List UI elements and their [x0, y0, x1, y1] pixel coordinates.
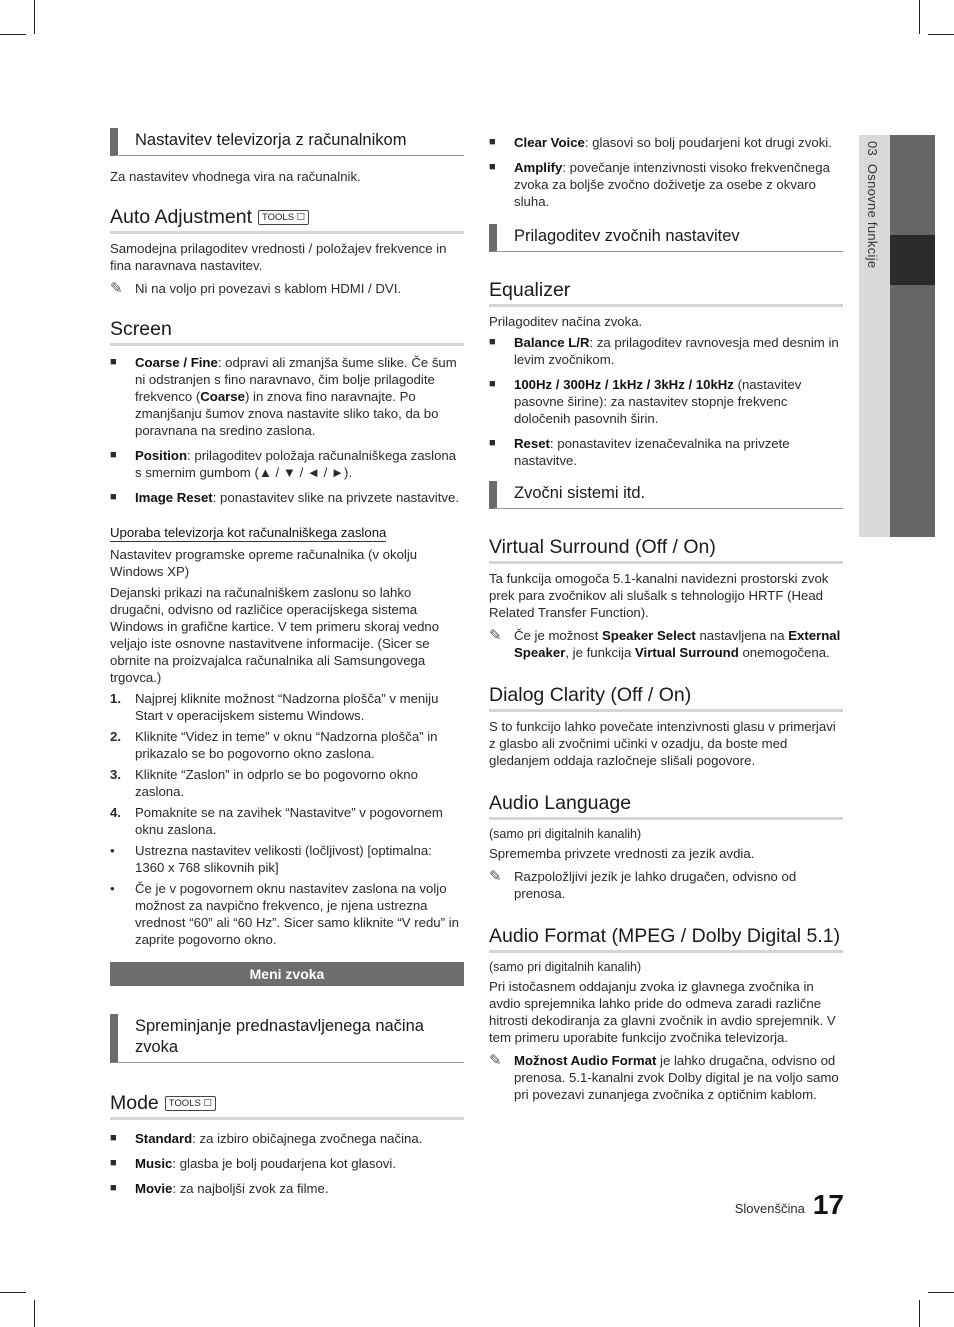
paragraph: Prilagoditev načina zvoka.: [489, 314, 643, 329]
list-item: ■ 100Hz / 300Hz / 1kHz / 3kHz / 10kHz (nastavitev pasovne širine): za nastavitev stopnje frekvenc določenih pasovnih širin.: [489, 377, 802, 426]
right-column: [489, 134, 843, 1103]
square-bullet-icon: ■: [489, 378, 496, 390]
chapter-label: 03 Osnovne funkcije: [865, 141, 880, 269]
section-heading-auto-adjustment: Auto Adjustment TOOLS ☐: [110, 205, 464, 234]
list-item: 1. Najprej kliknite možnost “Nadzorna plošča” v meniju Start v operacijskem sistemu Windows.: [110, 691, 439, 723]
list-item: ■ Movie: za najboljši zvok za filme.: [110, 1181, 329, 1196]
page-footer: [735, 1190, 844, 1220]
section-heading-audio-language: Audio Language: [489, 791, 843, 820]
list-item: • Ustrezna nastavitev velikosti (ločljivost) [optimalna: 1360 x 768 slikovnih pik]: [110, 843, 432, 875]
list-item: ■ Clear Voice: glasovi so bolj poudarjeni kot drugi zvoki.: [489, 135, 832, 150]
equalizer-options-list: [489, 334, 843, 469]
tools-badge-icon: TOOLS ☐: [258, 210, 309, 225]
paragraph: Samodejna prilagoditev vrednosti / položajev frekvence in fina naravnava nastavitev.: [110, 241, 447, 273]
section-subheading: Prilagoditev zvočnih nastavitev: [489, 224, 843, 252]
crop-mark: [34, 0, 35, 34]
page-number: 17: [812, 1189, 844, 1220]
footer-language: Slovenščina: [734, 1201, 805, 1216]
paragraph: Nastavitev programske opreme računalnika (v okolju Windows XP): [110, 547, 418, 579]
section-banner: Meni zvoka: [110, 962, 464, 986]
paragraph: Pri istočasnem oddajanju zvoka iz glavnega zvočnika in avdio sprejemnika lahko pride do odmeva zaradi različne hitrosti dekodiranja za glavni zvočnik in avdio sprejemnik. V tem primeru uporabite funkcijo zvočnika televizorja.: [489, 979, 836, 1045]
section-heading-virtual-surround: Virtual Surround (Off / On): [489, 535, 843, 564]
crop-mark: [919, 0, 920, 34]
note: ✎ Možnost Audio Format je lahko drugačna, odvisno od prenosa. 5.1-kanalni zvok Dolby digital je na voljo samo pri povezavi zunanjega zvočnika z optičnim kablom.: [489, 1052, 839, 1102]
section-subheading: Zvočni sistemi itd.: [489, 481, 843, 509]
sidebar-active-marker: [890, 235, 935, 285]
section-heading-mode: Mode TOOLS ☐: [110, 1091, 464, 1120]
paragraph: Ta funkcija omogoča 5.1-kanalni navidezni prostorski zvok prek para zvočnikov ali slušalk s tehnologijo HRTF (Head Related Transfer Function).: [489, 571, 829, 620]
square-bullet-icon: ■: [110, 356, 117, 368]
list-item: 4. Pomaknite se na zavihek “Nastavitve” v pogovornem oknu zaslona.: [110, 805, 443, 837]
pencil-note-icon: ✎: [110, 280, 123, 297]
pencil-note-icon: ✎: [489, 1052, 502, 1069]
list-item: ■ Image Reset: ponastavitev slike na privzete nastavitve.: [110, 490, 459, 505]
crop-mark: [0, 1292, 26, 1293]
square-bullet-icon: ■: [489, 336, 496, 348]
list-item: 2. Kliknite “Videz in teme” v oknu “Nadzorna plošča” in prikazalo se bo pogovorno okno zaslona.: [110, 729, 438, 761]
square-bullet-icon: ■: [110, 491, 117, 503]
note: ✎ Ni na voljo pri povezavi s kablom HDMI / DVI.: [110, 280, 402, 297]
note: ✎ Razpoložljivi jezik je lahko drugačen, odvisno od prenosa.: [489, 868, 797, 901]
sidebar-dark-strip: [890, 135, 935, 537]
pencil-note-icon: ✎: [489, 627, 502, 644]
crop-mark: [0, 34, 26, 35]
paragraph: (samo pri digitalnih kanalih): [489, 827, 642, 841]
list-item: 3. Kliknite “Zaslon” in odprlo se bo pogovorno okno zaslona.: [110, 767, 418, 799]
paragraph: (samo pri digitalnih kanalih): [489, 960, 642, 974]
chapter-sidebar-tab: [859, 135, 935, 537]
paragraph: Sprememba privzete vrednosti za jezik avdia.: [489, 846, 755, 861]
steps-list: [110, 690, 464, 948]
list-item: ■ Balance L/R: za prilagoditev ravnovesja med desnim in levim zvočnikom.: [489, 335, 839, 367]
square-bullet-icon: ■: [110, 449, 117, 461]
paragraph: Dejanski prikazi na računalniškem zaslonu so lahko drugačni, odvisno od različice operacijskega sistema Windows in grafične kartice. V tem primeru skoraj vedno veljajo iste osnovne nastavitvene informacije. (Sicer se obrnite na proizvajalca računalnika ali Samsungovega trgovca.): [110, 585, 440, 685]
tools-badge-icon: TOOLS ☐: [165, 1096, 216, 1111]
list-item: ■ Position: prilagoditev položaja računalniškega zaslona s smernim gumbom (▲ / ▼ / ◄ / ►).: [110, 448, 457, 480]
square-bullet-icon: ■: [110, 1157, 117, 1169]
list-item: • Če je v pogovornem oknu nastavitev zaslona na voljo možnost za navpično frekvenco, je njena ustrezna vrednost “60” ali “60 Hz”. Sicer samo kliknite “V redu” in zaprite pogovorno okno.: [110, 881, 459, 947]
section-subheading: Spreminjanje prednastavljenega načina zvoka: [110, 1014, 464, 1063]
pencil-note-icon: ✎: [489, 868, 502, 885]
left-column: [110, 128, 464, 1205]
mode-options-continued: [489, 134, 843, 210]
section-heading-audio-format: Audio Format (MPEG / Dolby Digital 5.1): [489, 924, 843, 953]
square-bullet-icon: ■: [110, 1182, 117, 1194]
section-heading-dialog-clarity: Dialog Clarity (Off / On): [489, 683, 843, 712]
crop-mark: [928, 34, 954, 35]
list-item: ■ Coarse / Fine: odpravi ali zmanjša šume slike. Če šum ni odstranjen s fino naravnavo, čim bolje prilagodite frekvenco (Coarse) in znova fino naravnajte. Po zmanjšanju šumov znova nastavite sliko tako, da bo poravnana na sredino zaslona.: [110, 355, 457, 438]
screen-options-list: [110, 354, 464, 506]
list-item: ■ Standard: za izbiro običajnega zvočnega načina.: [110, 1131, 423, 1146]
square-bullet-icon: ■: [489, 437, 496, 449]
square-bullet-icon: ■: [489, 161, 496, 173]
crop-mark: [928, 1292, 954, 1293]
underlined-heading: Uporaba televizorja kot računalniškega zaslona: [110, 525, 387, 540]
section-heading-equalizer: Equalizer: [489, 278, 843, 307]
section-heading-screen: Screen: [110, 317, 464, 346]
section-subheading: Nastavitev televizorja z računalnikom: [110, 128, 464, 156]
square-bullet-icon: ■: [489, 136, 496, 148]
square-bullet-icon: ■: [110, 1132, 117, 1144]
list-item: ■ Music: glasba je bolj poudarjena kot glasovi.: [110, 1156, 396, 1171]
list-item: ■ Amplify: povečanje intenzivnosti visoko frekvenčnega zvoka za boljše zvočno doživetje za osebe z okvaro sluha.: [489, 160, 830, 209]
paragraph: S to funkcijo lahko povečate intenzivnosti glasu v primerjavi z glasbo ali zvočnimi učinki v ozadju, da boste med gledanjem oddaja razločneje slišali pogovore.: [489, 719, 836, 768]
list-item: ■ Reset: ponastavitev izenačevalnika na privzete nastavitve.: [489, 436, 790, 468]
crop-mark: [34, 1300, 35, 1327]
crop-mark: [919, 1300, 920, 1327]
mode-options-list: [110, 1130, 464, 1197]
paragraph: Za nastavitev vhodnega vira na računalnik.: [110, 169, 361, 184]
note: ✎ Če je možnost Speaker Select nastavljena na External Speaker, je funkcija Virtual Surround onemogočena.: [489, 627, 841, 660]
